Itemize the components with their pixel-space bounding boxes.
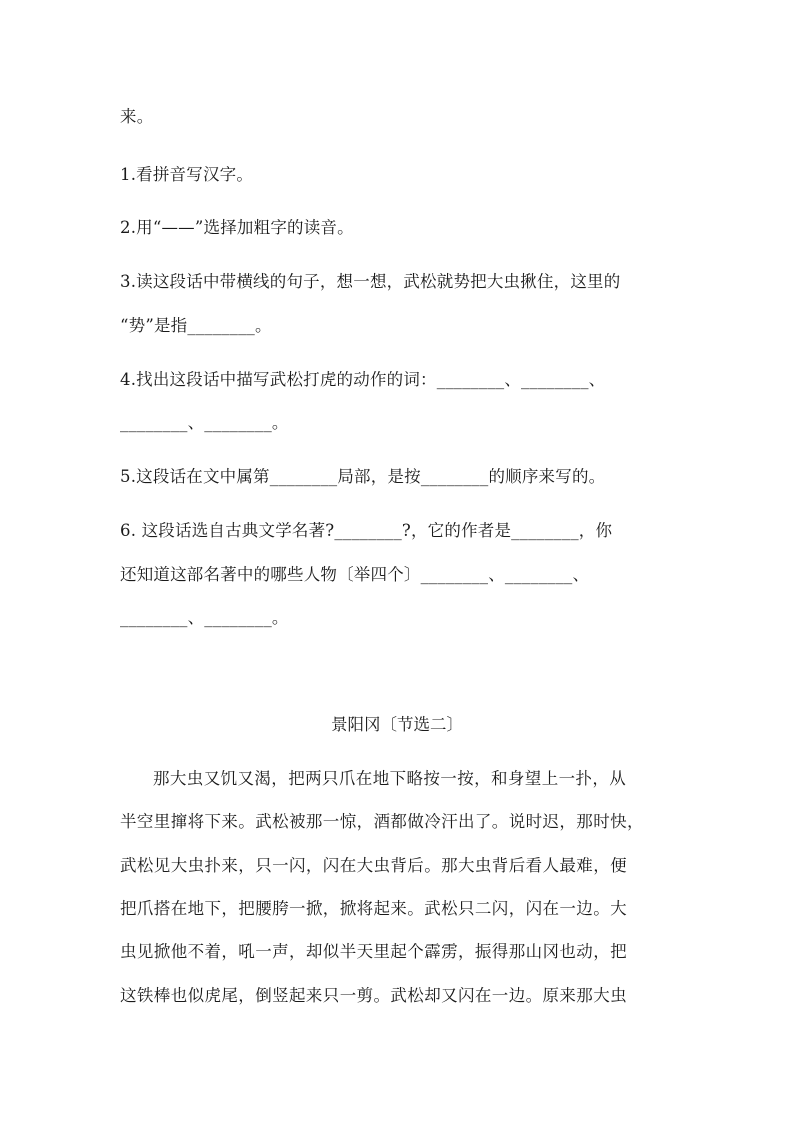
question-4-line-1: 4.找出这段话中描写武松打虎的动作的词：________、________、 bbox=[120, 370, 606, 389]
passage-line-6: 这铁棒也似虎尾，倒竖起来只一剪。武松却又闪在一边。原来那大虫 bbox=[120, 986, 627, 1005]
question-5: 5.这段话在文中属第________局部，是按________的顺序来写的。 bbox=[120, 467, 606, 486]
passage-line-1: 那大虫又饥又渴，把两只爪在地下略按一按，和身望上一扑，从 bbox=[153, 769, 627, 788]
question-6-line-1: 6. 这段话选自古典文学名著?________?，它的作者是________，你 bbox=[120, 521, 613, 540]
question-6-line-2: 还知道这部名著中的哪些人物〔举四个〕________、________、 bbox=[120, 565, 590, 584]
passage-line-4: 把爪搭在地下，把腰胯一掀，掀将起来。武松只二闪，闪在一边。大 bbox=[120, 899, 627, 918]
question-1: 1.看拼音写汉字。 bbox=[120, 165, 254, 184]
passage-line-3: 武松见大虫扑来，只一闪，闪在大虫背后。那大虫背后看人最难，便 bbox=[120, 856, 627, 875]
question-3-line-1: 3.读这段话中带横线的句子，想一想，武松就势把大虫揪住，这里的 bbox=[120, 272, 621, 291]
passage-title: 景阳冈〔节选二〕 bbox=[331, 715, 463, 734]
intro-tail-text: 来。 bbox=[120, 107, 154, 126]
question-4-line-2: ________、________。 bbox=[120, 413, 289, 432]
question-3-line-2: “势”是指________。 bbox=[120, 316, 272, 335]
passage-line-5: 虫见掀他不着，吼一声，却似半天里起个霹雳，振得那山冈也动，把 bbox=[120, 942, 627, 961]
question-6-line-3: ________、________。 bbox=[120, 608, 289, 627]
passage-line-2: 半空里撺将下来。武松被那一惊，酒都做冷汗出了。说时迟，那时快， bbox=[120, 812, 644, 831]
question-2: 2.用“——”选择加粗字的读音。 bbox=[120, 218, 354, 237]
